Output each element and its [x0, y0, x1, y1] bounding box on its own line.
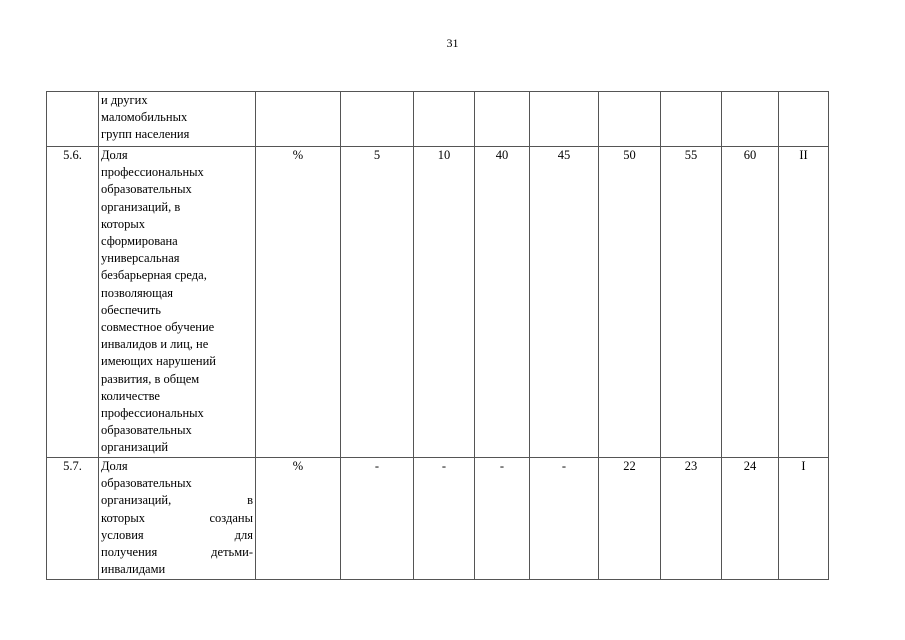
- unit-cell: %: [256, 147, 341, 458]
- unit-cell: %: [256, 458, 341, 580]
- value-cell: [475, 92, 530, 147]
- description-line: профессиональных: [101, 406, 204, 421]
- description-line: образовательных: [101, 182, 192, 197]
- table-row: [47, 147, 829, 458]
- description-line: количестве: [101, 388, 160, 403]
- value-cell: [661, 92, 722, 147]
- description-line: организаций: [101, 440, 169, 455]
- value-cell: [341, 92, 414, 147]
- description-line: безбарьерная среда,: [101, 268, 207, 283]
- value-cell: [599, 92, 661, 147]
- table-row: [47, 458, 829, 580]
- description-word: которых: [101, 510, 145, 525]
- description-line: Доля: [101, 148, 128, 162]
- description-line: инвалидов и лиц, не: [101, 337, 209, 352]
- description-word: в: [247, 493, 253, 508]
- description-word: для: [234, 527, 253, 542]
- description-word: получения: [101, 545, 158, 560]
- description-word: детьми-: [211, 545, 253, 560]
- row-number: 5.6.: [47, 147, 99, 458]
- value-cell: 55: [661, 147, 722, 458]
- indicators-table: [46, 91, 829, 580]
- value-cell: 10: [414, 147, 475, 458]
- value-cell: 24: [722, 458, 779, 580]
- description-line: и других: [101, 93, 148, 107]
- description-line-justified: [101, 510, 253, 527]
- description-line-justified: [101, 492, 253, 509]
- value-cell: 5: [341, 147, 414, 458]
- value-cell: 60: [722, 147, 779, 458]
- value-cell: 23: [661, 458, 722, 580]
- indicator-description: [99, 92, 256, 147]
- row-number: [47, 92, 99, 147]
- description-line: маломобильных: [101, 110, 188, 125]
- description-line-justified: [101, 544, 253, 561]
- description-word: созданы: [209, 510, 253, 525]
- description-line: Доля: [101, 459, 128, 473]
- row-number: 5.7.: [47, 458, 99, 580]
- description-line: обеспечить: [101, 302, 161, 317]
- description-line: инвалидами: [101, 562, 166, 577]
- level-cell: [779, 92, 829, 147]
- value-cell: -: [475, 458, 530, 580]
- page-number: 31: [446, 36, 459, 50]
- description-line: организаций, в: [101, 199, 181, 214]
- value-cell: 45: [530, 147, 599, 458]
- value-cell: -: [414, 458, 475, 580]
- description-line: групп населения: [101, 127, 190, 142]
- value-cell: [530, 92, 599, 147]
- description-word: условия: [101, 527, 144, 542]
- unit-cell: [256, 92, 341, 147]
- description-line-justified: [101, 527, 253, 544]
- description-line: позволяющая: [101, 285, 174, 300]
- description-word: организаций,: [101, 493, 172, 508]
- description-line: имеющих нарушений: [101, 354, 216, 369]
- level-cell: I: [779, 458, 829, 580]
- description-line: сформирована: [101, 234, 178, 249]
- value-cell: -: [341, 458, 414, 580]
- value-cell: 50: [599, 147, 661, 458]
- value-cell: -: [530, 458, 599, 580]
- description-line: профессиональных: [101, 165, 204, 180]
- table-row: [47, 92, 829, 147]
- description-line: образовательных: [101, 423, 192, 438]
- value-cell: [722, 92, 779, 147]
- value-cell: 40: [475, 147, 530, 458]
- value-cell: 22: [599, 458, 661, 580]
- description-line: совместное обучение: [101, 320, 215, 335]
- description-line: развития, в общем: [101, 371, 200, 386]
- level-cell: II: [779, 147, 829, 458]
- value-cell: [414, 92, 475, 147]
- indicator-description: [99, 147, 256, 458]
- indicator-description: [99, 458, 256, 580]
- description-line: универсальная: [101, 251, 180, 266]
- description-line: образовательных: [101, 476, 192, 491]
- description-line: которых: [101, 216, 145, 231]
